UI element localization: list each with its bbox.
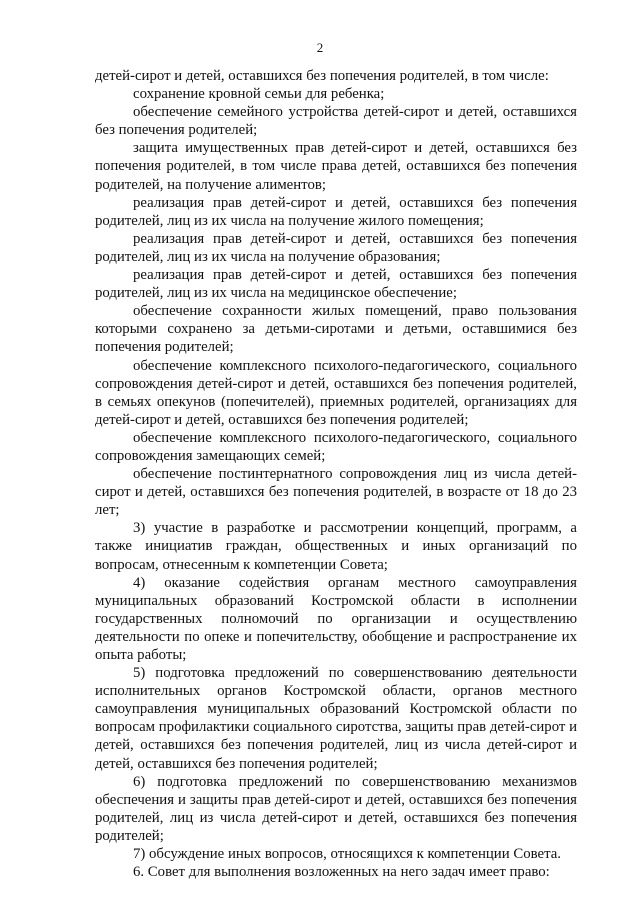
paragraph-item-5: 5) подготовка предложений по совершенствованию деятельности исполнительных органов Костромской области, органов местного самоуправления муниципальных образований Костромской области по вопросам профилактики социального сиротства, защиты прав детей-сирот и детей, оставшихся без попечения родителей, лиц из числа детей-сирот и детей, оставшихся без попечения родителей; (95, 665, 577, 772)
paragraph-item-6: 6) подготовка предложений по совершенствованию механизмов обеспечения и защиты прав детей-сирот и детей, оставшихся без попечения родителей, лиц из числа детей-сирот и детей, оставшихся без попечения родителей; (95, 773, 577, 844)
paragraph-education-rights: реализация прав детей-сирот и детей, оставшихся без попечения родителей, лиц из их числа на получение образования; (95, 230, 577, 265)
paragraph-housing-preservation: обеспечение сохранности жилых помещений, право пользования которыми сохранено за детьми-сиротами и детьми, оставшимися без попечения родителей; (95, 303, 577, 356)
paragraph-item-3: 3) участие в разработке и рассмотрении концепций, программ, а также инициатив граждан, общественных и иных организаций по вопросам, отнесенным к компетенции Совета; (95, 520, 577, 573)
paragraph-family-placement: обеспечение семейного устройства детей-сирот и детей, оставшихся без попечения родителей; (95, 104, 577, 139)
paragraph-psych-support: обеспечение комплексного психолого-педагогического, социального сопровождения детей-сирот и детей, оставшихся без попечения родителей, в семьях опекунов (попечителей), приемных родителей, организациях для детей-сирот и детей, оставшихся без попечения родителей; (95, 357, 577, 428)
paragraph-foster-family-support: обеспечение комплексного психолого-педагогического, социального сопровождения замещающих семей; (95, 429, 577, 464)
paragraph-item-4: 4) оказание содействия органам местного самоуправления муниципальных образований Костромской области в исполнении государственных полномочий по организации и осуществлению деятельности по опеке и попечительству, обобщение и распространение их опыта работы; (95, 574, 577, 663)
paragraph-property-rights: защита имущественных прав детей-сирот и детей, оставшихся без попечения родителей, в том числе права детей, оставшихся без попечения родителей, на получение алиментов; (95, 140, 577, 193)
paragraph-blood-family: сохранение кровной семьи для ребенка; (133, 86, 385, 103)
paragraph-housing-rights: реализация прав детей-сирот и детей, оставшихся без попечения родителей, лиц из их числа на получение жилого помещения; (95, 194, 577, 229)
page-number: 2 (316, 40, 324, 55)
body-text (95, 67, 577, 881)
paragraph-item-7: 7) обсуждение иных вопросов, относящихся к компетенции Совета. (133, 846, 561, 863)
paragraph-post-residential-support: обеспечение постинтернатного сопровождения лиц из числа детей-сирот и детей, оставшихся без попечения родителей, в возрасте от 18 до 23 лет; (95, 466, 577, 519)
paragraph-medical-rights: реализация прав детей-сирот и детей, оставшихся без попечения родителей, лиц из их числа на медицинское обеспечение; (95, 267, 577, 302)
paragraph-continuation: детей-сирот и детей, оставшихся без попечения родителей, в том числе: (95, 68, 549, 84)
paragraph-section-6: 6. Совет для выполнения возложенных на него задач имеет право: (133, 864, 550, 881)
